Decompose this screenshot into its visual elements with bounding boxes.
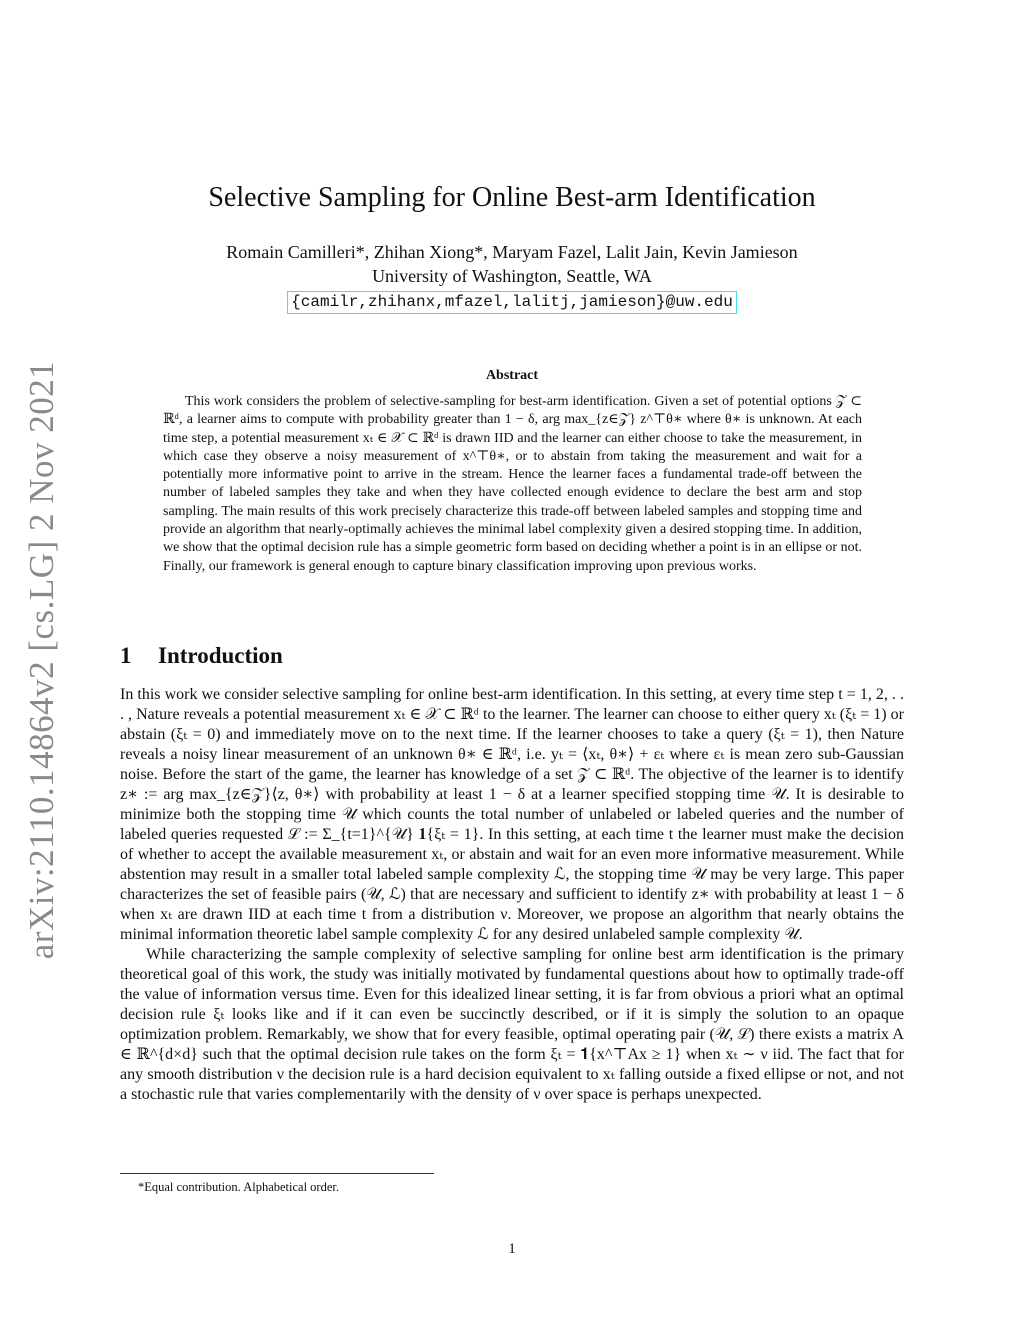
paragraph: In this work we consider selective sampling for online best-arm identification. In this setting, at every time step t = 1, 2, . . . , Nature reveals a potential measurement xₜ ∈ 𝒳 ⊂ ℝᵈ to the learner. The learner can choose to either query xₜ (ξₜ = 1) or abstain (ξₜ = 0) and immediately move on to the next time. If the learner chooses to take a query (ξₜ = 1), then Nature reveals a noisy linear measurement of an unknown θ∗ ∈ ℝᵈ, i.e. yₜ = ⟨xₜ, θ∗⟩ + εₜ where εₜ is mean zero sub-Gaussian noise. Before the start of the game, the learner has knowledge of a set 𝒵 ⊂ ℝᵈ. The objective of the learner is to identify z∗ := arg max_{z∈𝒵}⟨z, θ∗⟩ with probability at least 1 − δ at a learner specified stopping time 𝒰. It is desirable to minimize both the stopping time 𝒰 which counts the total number of unlabeled or labeled queries and the number of labeled queries requested ℒ := Σ_{t=1}^{𝒰} 𝟏{ξₜ = 1}. In this setting, at each time t the learner must make the decision of whether to accept the available measurement xₜ, or abstain and wait for an even more informative measurement. While abstention may result in a smaller total labeled sample complexity ℒ, the stopping time 𝒰 may be very large. This paper characterizes the set of feasible pairs (𝒰, ℒ) that are necessary and sufficient to identify z∗ with probability at least 1 − δ when xₜ are drawn IID at each time t from a distribution ν. Moreover, we propose an algorithm that nearly obtains the minimal information theoretic label sample complexity ℒ for any desired unlabeled sample complexity 𝒰. <box>120 686 905 943</box>
arxiv-identifier-stamp: arXiv:2110.14864v2 [cs.LG] 2 Nov 2021 <box>22 360 61 960</box>
paper-title: Selective Sampling for Online Best-arm Identification <box>208 182 816 213</box>
footnote-divider <box>120 1173 434 1174</box>
page-number: 1 <box>508 1241 516 1257</box>
paragraph: While characterizing the sample complexity of selective sampling for online best arm identification is the primary theoretical goal of this work, the study was initially motivated by fundamental questions about how to optimally trade-off the value of information versus time. Even for this idealized linear setting, it is far from obvious a priori what an optimal decision rule ξₜ looks like and if it can even be succinctly described, or if it is simply the solution to an opaque optimization problem. Remarkably, we show that for every feasible, optimal operating pair (𝒰, ℒ) there exists a matrix A ∈ ℝ^{d×d} such that the optimal decision rule takes on the form ξₜ = 𝟏{x^⊤Ax ≥ 1} when xₜ ∼ ν iid. The fact that for any smooth distribution ν the decision rule is a hard decision equivalent to xₜ falling outside a fixed ellipse or not, and not a stochastic rule that varies complementarily with the density of ν over space is perhaps unexpected. <box>120 946 904 1103</box>
section-title: Introduction <box>158 643 283 668</box>
footnote: *Equal contribution. Alphabetical order. <box>138 1180 339 1194</box>
author-list: Romain Camilleri*, Zhihan Xiong*, Maryam Fazel, Lalit Jain, Kevin Jamieson <box>226 242 798 262</box>
affiliation: University of Washington, Seattle, WA <box>372 266 652 286</box>
abstract-heading: Abstract <box>485 368 539 383</box>
section-number: 1 <box>120 643 132 668</box>
author-block <box>0 240 1024 314</box>
section-body <box>120 685 904 1105</box>
email-link[interactable]: {camilr,zhihanx,mfazel,lalitj,jamieson}@uw.edu <box>287 291 737 314</box>
abstract-text: This work considers the problem of selective-sampling for best-arm identification. Given a set of potential options 𝒵 ⊂ ℝᵈ, a learner aims to compute with probability greater than 1 − δ, arg max_{z∈𝒵} z^⊤θ∗ where θ∗ is unknown. At each time step, a potential measurement xₜ ∈ 𝒳 ⊂ ℝᵈ is drawn IID and the learner can either choose to take the measurement, in which case they observe a noisy measurement of x^⊤θ∗, or to abstain from taking the measurement and wait for a potentially more informative point to arrive in the stream. Hence the learner faces a fundamental trade-off between the number of labeled samples they take and when they have collected enough evidence to declare the best arm and stop sampling. The main results of this work precisely characterize this trade-off between labeled samples and stopping time and provide an algorithm that nearly-optimally achieves the minimal label complexity given a desired stopping time. In addition, we show that the optimal decision rule has a simple geometric form based on deciding whether a point is in an ellipse or not. Finally, our framework is general enough to capture binary classification improving upon previous works. <box>163 394 862 574</box>
section-heading <box>120 643 283 669</box>
